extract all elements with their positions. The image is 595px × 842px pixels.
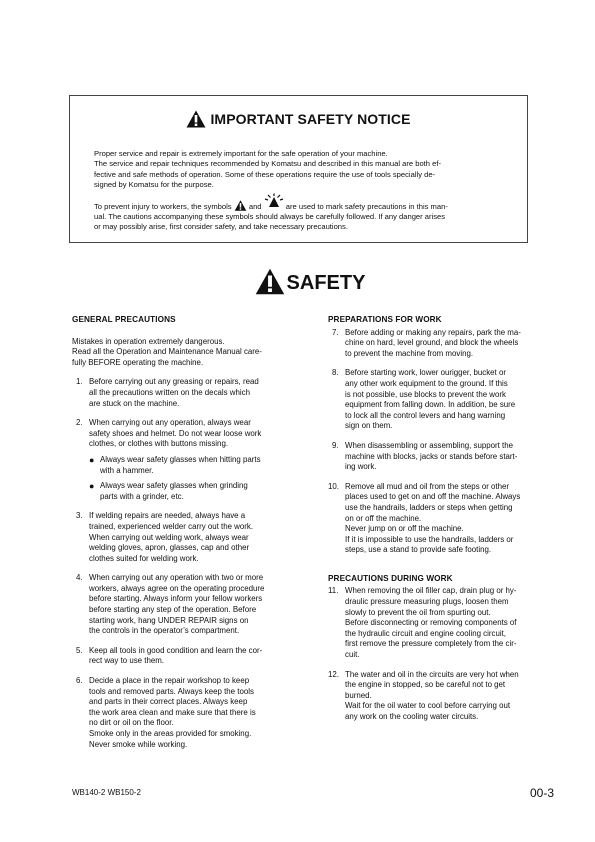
general-precautions-heading: GENERAL PRECAUTIONS [72, 315, 176, 324]
warning-icon [255, 268, 285, 295]
item-text-line: ing work. [345, 462, 377, 472]
notice-para-1: Proper service and repair is extremely important for the safe operation of your machine. [94, 149, 388, 158]
footer-model: WB140-2 WB150-2 [72, 788, 141, 797]
item-text-line: Decide a place in the repair workshop to keep [89, 676, 250, 686]
during-work-heading: PRECAUTIONS DURING WORK [328, 573, 453, 583]
footer-page-number: 00-3 [529, 786, 554, 800]
item-text-line: If it is impossible to use the handrails, ladders or [345, 534, 514, 544]
list-item [72, 573, 300, 637]
item-text-line: clothes, or clothes with buttons missing. [89, 439, 229, 449]
list-item [72, 418, 300, 502]
item-text-line: no dirt or oil on the floor. [89, 718, 174, 728]
item-text-line: any other work equipment to the ground. If this [345, 378, 508, 388]
item-text-line: Before carrying out any greasing or repairs, read [89, 377, 259, 387]
item-text-line: If welding repairs are needed, always have a [89, 511, 246, 521]
item-number: 8. [332, 368, 339, 378]
list-item [328, 586, 556, 660]
intro-line: Read all the Operation and Maintenance Manual care- [72, 347, 262, 357]
item-text-line: places used to get on and off the machine. Always [345, 492, 521, 502]
safety-title-text: SAFETY [286, 272, 366, 294]
preparations-heading: PREPARATIONS FOR WORK [328, 315, 442, 324]
item-number: 2. [76, 418, 83, 428]
bullet-text-line: parts with a grinder, etc. [100, 491, 184, 501]
safety-title [0, 268, 595, 295]
notice-para-2a: The service and repair techniques recommended by Komatsu and described in this manual are both ef- [94, 159, 441, 169]
preparations-items-list [328, 328, 556, 556]
list-item [72, 511, 300, 564]
item-text-line: starting work, hang UNDER REPAIR signs on [89, 615, 249, 625]
item-text-line: workers, always agree on the operating procedure [89, 583, 265, 593]
warning-icon [186, 110, 206, 128]
list-item [328, 328, 556, 360]
notice-title-text: IMPORTANT SAFETY NOTICE [210, 111, 411, 127]
general-intro [72, 337, 300, 369]
item-text-line: sign on them. [345, 421, 393, 431]
list-item [328, 670, 556, 723]
intro-line: Mistakes in operation extremely dangerous. [72, 336, 225, 346]
item-text-line: the hydraulic circuit and engine cooling circuit, [345, 628, 506, 638]
item-text-line: to prevent the machine from moving. [345, 348, 474, 358]
item-text-line: Never jump on or off the machine. [345, 524, 464, 534]
danger-burst-icon [264, 193, 284, 209]
item-text-line: are stuck on the machine. [89, 398, 180, 408]
item-text-line: When removing the oil filler cap, drain plug or hy- [345, 586, 517, 596]
bullet-item [89, 455, 300, 476]
item-text-line: welding gloves, apron, glasses, cap and other [89, 543, 250, 553]
item-text-line: to lock all the control levers and hang warning [345, 410, 506, 420]
intro-line: fully BEFORE operating the machine. [72, 357, 204, 367]
item-text-line: trained, experienced welder carry out the work. [89, 521, 254, 531]
item-text-line: clothes suited for welding work. [89, 553, 199, 563]
item-text-line: on or off the machine. [345, 513, 422, 523]
list-item [328, 441, 556, 473]
item-text-line: When carrying out any operation with two or more [89, 573, 264, 583]
item-number: 12. [328, 669, 339, 679]
item-number: 7. [332, 327, 339, 337]
notice-para-3a-start: To prevent injury to workers, the symbols [94, 201, 232, 211]
item-text-line: Keep all tools in good condition and learn the cor- [89, 645, 263, 655]
item-text-line: cuit. [345, 650, 360, 660]
notice-para-3a [94, 193, 517, 212]
item-text-line: Never smoke while working. [89, 739, 188, 749]
item-text-line: draulic pressure measuring plugs, loosen them [345, 597, 509, 607]
notice-para-2b: fective and safe methods of operation. Some of these operations require the use of tools specially de- [94, 169, 436, 179]
item-text-line: use the handrails, ladders or steps when getting [345, 502, 513, 512]
item-number: 10. [328, 481, 339, 491]
bullet-item [89, 481, 300, 502]
notice-para-3a-mid: and [248, 201, 262, 211]
item-text-line: burned. [345, 690, 372, 700]
item-text-line: and parts in their correct places. Always keep [89, 697, 248, 707]
bullet-dot-icon: ● [89, 454, 95, 465]
item-text-line: machine with blocks, jacks or stands before start- [345, 451, 518, 461]
notice-para-3c: or may possibly arise, first consider safety, and take necessary precautions. [94, 222, 348, 232]
safety-notice-box [69, 95, 528, 243]
bullet-dot-icon: ● [89, 481, 95, 492]
item-text-line: Remove all mud and oil from the steps or other [345, 481, 510, 491]
item-text-line: equipment from falling down. In addition, be sure [345, 400, 516, 410]
list-item [72, 676, 300, 750]
item-text-line: safety shoes and helmet. Do not wear loose work [89, 428, 262, 438]
item-text-line: is not possible, use blocks to prevent the work [345, 389, 506, 399]
general-items-list [72, 377, 300, 750]
item-text-line: slowly to prevent the oil from spurting out. [345, 607, 491, 617]
item-number: 5. [76, 645, 83, 655]
item-text-line: any work on the cooling water circuits. [345, 712, 479, 721]
item-text-line: tools and removed parts. Always keep the tools [89, 686, 254, 696]
item-text-line: When carrying out any operation, always wear [89, 418, 251, 428]
item-number: 9. [332, 440, 339, 450]
bullet-text-line: with a hammer. [100, 465, 154, 475]
bullet-text-line: Always wear safety glasses when grinding [100, 481, 248, 491]
item-text-line: the work area clean and make sure that there is [89, 707, 256, 717]
item-text-line: Wait for the oil water to cool before carrying out [345, 701, 511, 711]
item-text-line: the engine in stopped, so be careful not to get [345, 680, 506, 690]
notice-title [70, 110, 527, 128]
list-item [328, 482, 556, 556]
item-text-line: before starting. Always inform your fellow workers [89, 594, 263, 604]
item-text-line: When disassembling or assembling, support the [345, 440, 513, 450]
item-text-line: Smoke only in the areas provided for smoking. [89, 729, 252, 738]
warning-icon [234, 200, 247, 211]
left-column [72, 315, 300, 750]
item-text-line: all the precautions written on the decals which [89, 387, 250, 397]
notice-body [94, 149, 517, 233]
item-number: 3. [76, 511, 83, 521]
item-text-line: before starting any step of the operation. Before [89, 605, 257, 615]
item-text-line: chine on hard, level ground, and block the wheels [345, 338, 519, 348]
item-number: 4. [76, 573, 83, 583]
item-text-line: Before disconnecting or removing components of [345, 618, 517, 628]
during-items-list [328, 586, 556, 722]
item-text-line: the controls in the operator’s compartment. [89, 626, 240, 636]
list-item [328, 368, 556, 432]
item-text-line: Before adding or making any repairs, park the ma- [345, 327, 521, 337]
item-text-line: rect way to use them. [89, 656, 164, 666]
list-item [72, 377, 300, 409]
item-text-line: The water and oil in the circuits are very hot when [345, 669, 519, 679]
item-text-line: When carrying out welding work, always wear [89, 532, 249, 542]
notice-para-3b: ual. The cautions accompanying these symbols should always be carefully followed. If any danger arises [94, 212, 446, 222]
item-text-line: steps, use a stand to provide safe footing. [345, 545, 492, 555]
item-text-line: Before starting work, lower ourigger, bucket or [345, 368, 506, 378]
item-number: 11. [328, 586, 339, 596]
notice-para-2c: signed by Komatsu for the purpose. [94, 180, 214, 190]
notice-para-3a-end: are used to mark safety precautions in this man- [285, 201, 448, 211]
item-text-line: first remove the pressure completely from the cir- [345, 639, 517, 649]
item-number: 6. [76, 676, 83, 686]
list-item [72, 646, 300, 667]
bullet-text-line: Always wear safety glasses when hitting parts [100, 454, 261, 464]
item-number: 1. [76, 377, 83, 387]
right-column [328, 315, 556, 723]
